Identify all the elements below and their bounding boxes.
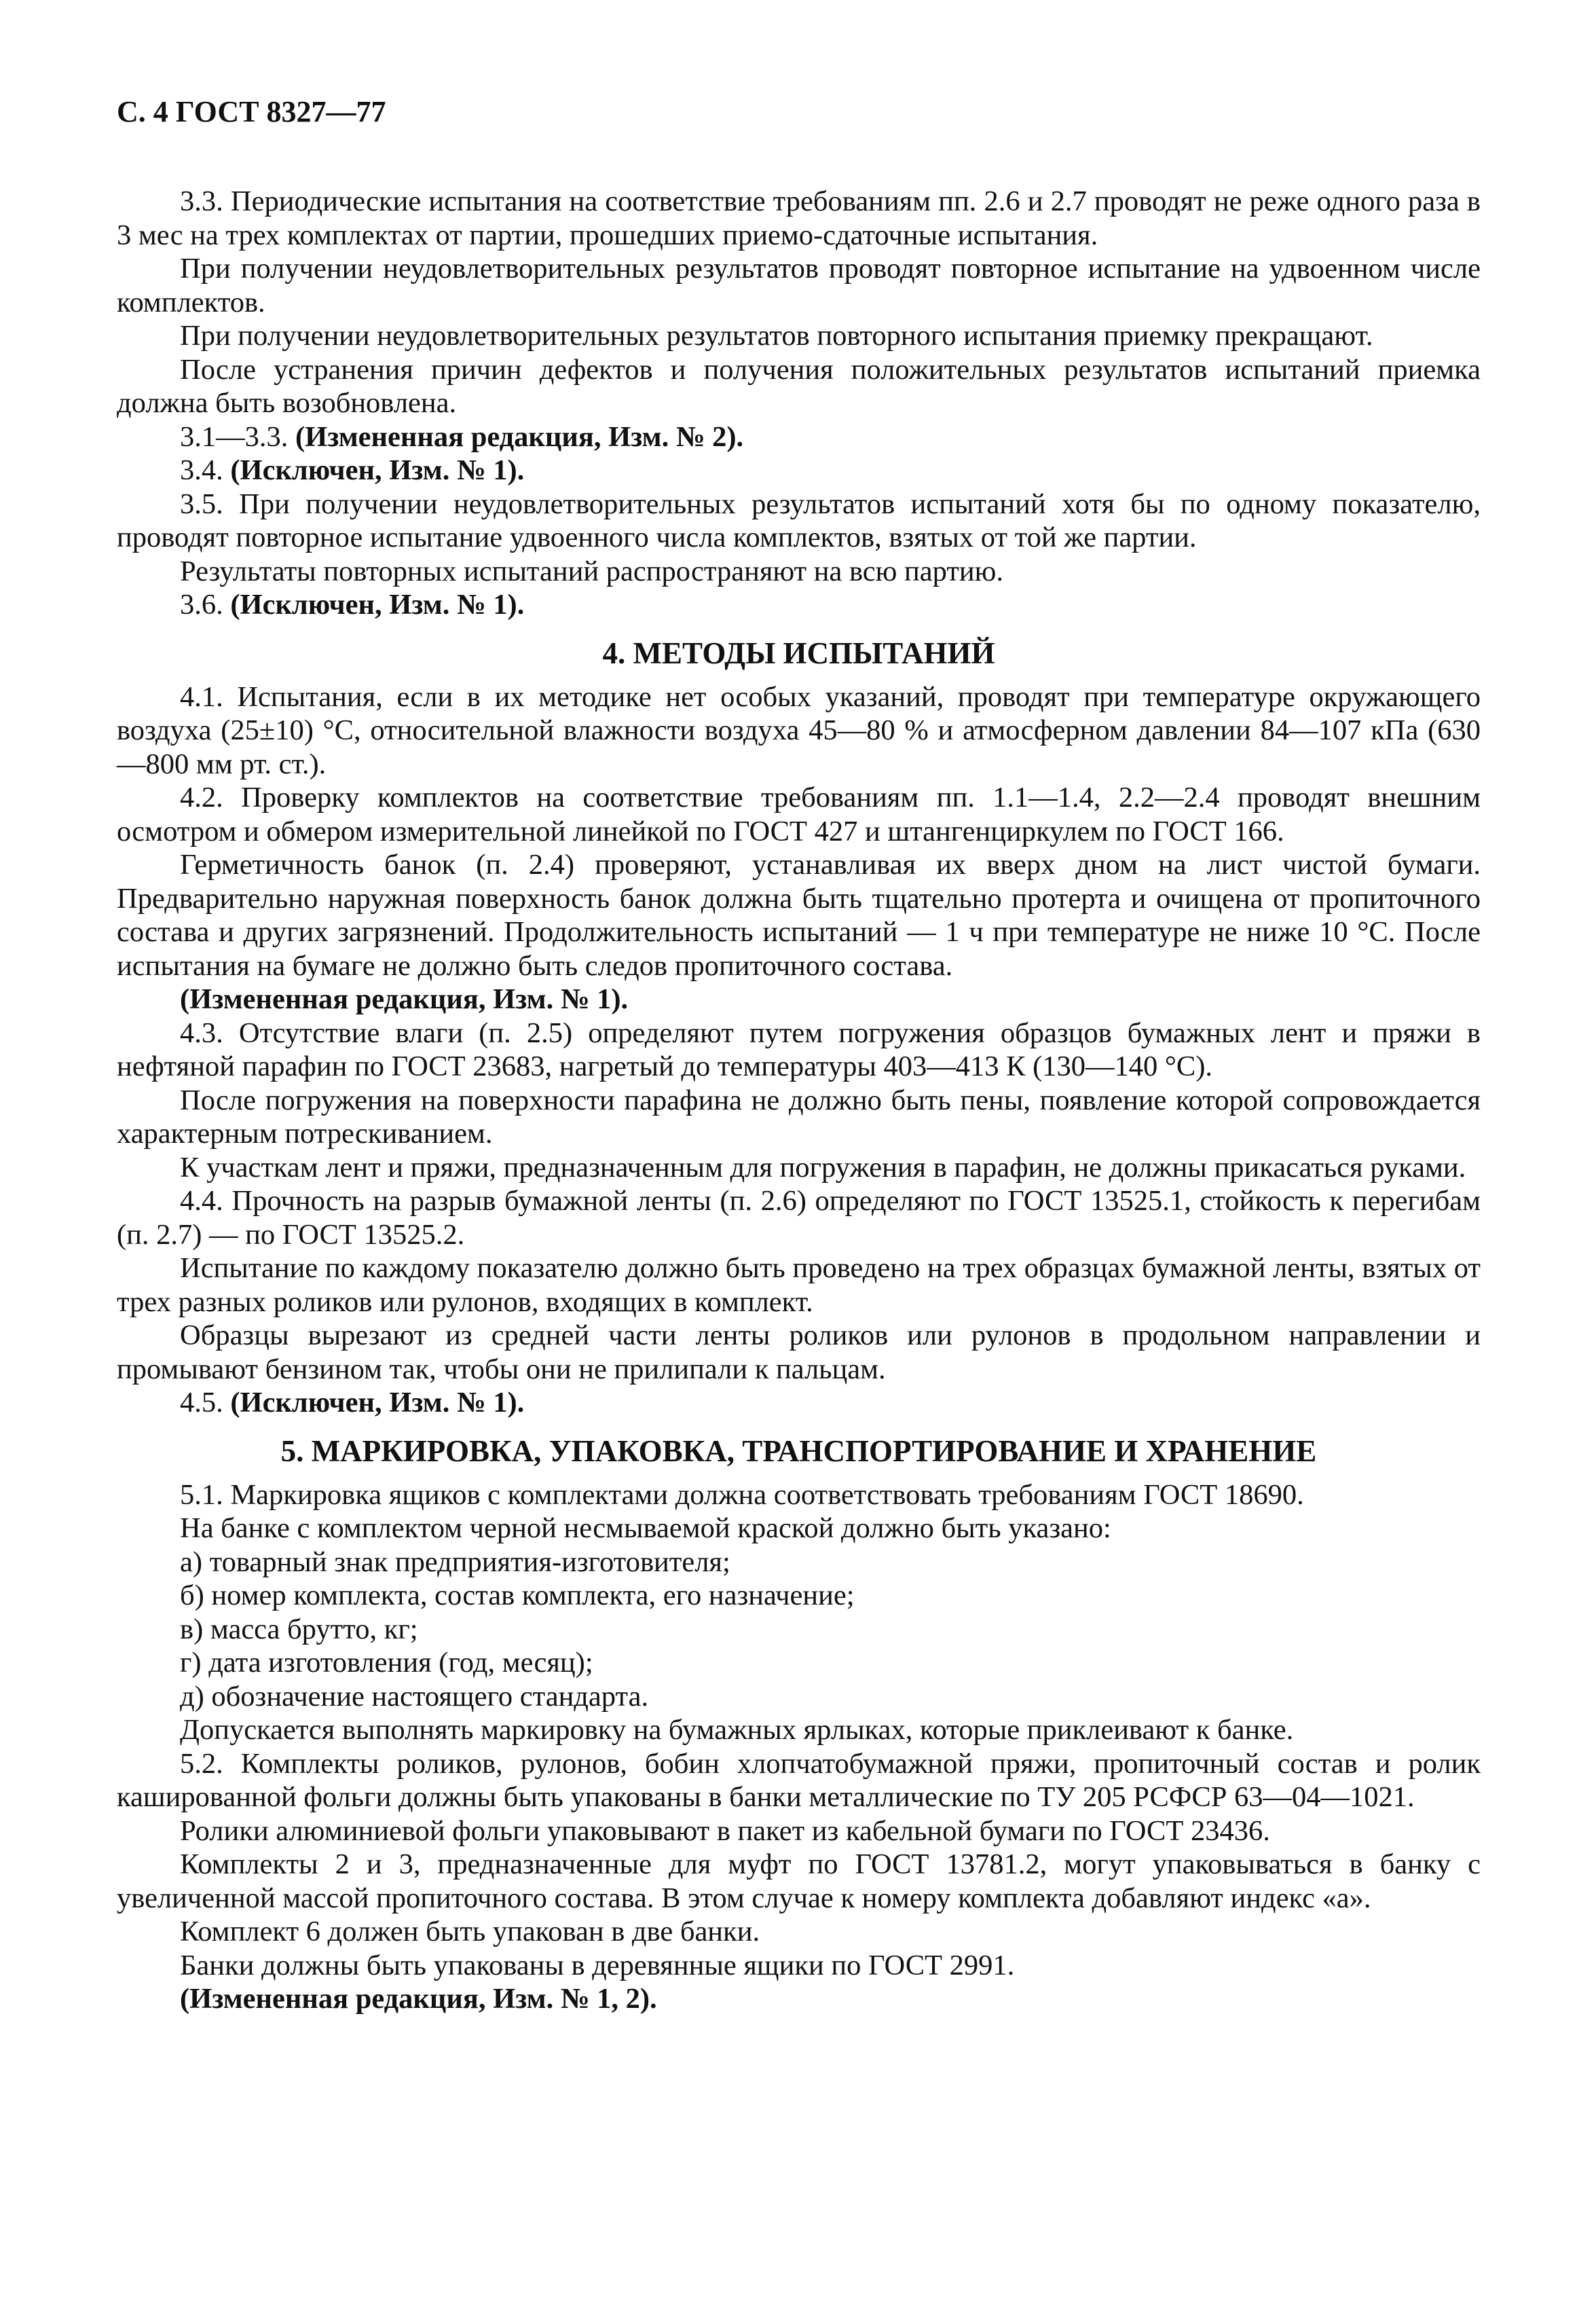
paragraph: К участкам лент и пряжи, предназначенным для погружения в парафин, не должны прикасаться руками.	[180, 1151, 1466, 1184]
list-item: г) дата изготовления (год, месяц);	[180, 1647, 593, 1679]
paragraph: Испытание по каждому показателю должно быть проведено на трех образцах бумажной ленты, взятых от трех разных роликов или рулонов, входящих в комплект.	[117, 1252, 1481, 1318]
paragraph: Комплекты 2 и 3, предназначенные для муфт по ГОСТ 13781.2, могут упаковываться в банку с увеличенной массой пропиточного состава. В этом случае к номеру комплекта добавляют индекс «а».	[117, 1848, 1481, 1914]
clause-3-4	[117, 454, 1481, 488]
clause-5-2: 5.2. Комплекты роликов, рулонов, бобин хлопчатобумажной пряжи, пропиточный состав и ролик кашированной фольги должны быть упакованы в банки металлические по ТУ 205 РСФСР 63—04—1021.	[117, 1747, 1481, 1813]
clause-number: 4.5.	[180, 1387, 223, 1419]
paragraph: Комплект 6 должен быть упакован в две банки.	[180, 1916, 760, 1947]
clause-4-2: 4.2. Проверку комплектов на соответствие требованиям пп. 1.1—1.4, 2.2—2.4 проводят внешним осмотром и обмером измерительной линейкой по ГОСТ 427 и штангенциркулем по ГОСТ 166.	[117, 782, 1481, 847]
paragraph: Допускается выполнять маркировку на бумажных ярлыках, которые приклеивают к банке.	[180, 1714, 1294, 1746]
paragraph: Банки должны быть упакованы в деревянные ящики по ГОСТ 2991.	[180, 1949, 1015, 1981]
amendment-text: (Исключен, Изм. № 1).	[230, 454, 525, 486]
clause-5-1: 5.1. Маркировка ящиков с комплектами должна соответствовать требованиям ГОСТ 18690.	[180, 1478, 1304, 1511]
clause-4-1: 4.1. Испытания, если в их методике нет особых указаний, проводят при температуре окружающего воздуха (25±10) °С, относительной влажности воздуха 45—80 % и атмосферном давлении 84—107 кПа (630—800 мм рт. ст.).	[117, 680, 1481, 780]
clause-number: 3.4.	[180, 454, 223, 486]
paragraph: Ролики алюминиевой фольги упаковывают в пакет из кабельной бумаги по ГОСТ 23436.	[180, 1814, 1270, 1847]
amendment-note: (Измененная редакция, Изм. № 1).	[180, 983, 629, 1015]
amendment-note: (Измененная редакция, Изм. № 1, 2).	[180, 1983, 657, 2015]
paragraph: При получении неудовлетворительных результатов повторного испытания приемку прекращают.	[180, 320, 1373, 352]
clause-3-3: 3.3. Периодические испытания на соответствие требованиям пп. 2.6 и 2.7 проводят не реже одного раза в 3 мес на трех комплектах от партии, прошедших приемо-сдаточные испытания.	[117, 185, 1481, 251]
list-item: в) масса брутто, кг;	[180, 1613, 418, 1645]
paragraph: После устранения причин дефектов и получения положительных результатов испытаний приемка должна быть возобновлена.	[117, 353, 1481, 419]
clause-3-6	[117, 588, 1481, 622]
amendment-note	[117, 420, 1481, 454]
list-item: д) обозначение настоящего стандарта.	[180, 1680, 649, 1713]
list-item: б) номер комплекта, состав комплекта, его назначение;	[180, 1579, 855, 1611]
amendment-text: (Исключен, Изм. № 1).	[230, 1387, 525, 1419]
clause-4-4: 4.4. Прочность на разрыв бумажной ленты (п. 2.6) определяют по ГОСТ 13525.1, стойкость к перегибам (п. 2.7) — по ГОСТ 13525.2.	[117, 1185, 1481, 1251]
paragraph: Образцы вырезают из средней части ленты роликов или рулонов в продольном направлении и промывают бензином так, чтобы они не прилипали к пальцам.	[117, 1319, 1481, 1385]
list-item: а) товарный знак предприятия-изготовителя;	[180, 1545, 730, 1578]
page-header: С. 4 ГОСТ 8327—77	[117, 95, 386, 128]
clause-number: 3.1—3.3.	[180, 420, 289, 453]
paragraph: После погружения на поверхности парафина не должно быть пены, появление которой сопровождается характерным потрескиванием.	[117, 1084, 1481, 1150]
clause-4-5	[117, 1386, 1481, 1420]
clause-4-3: 4.3. Отсутствие влаги (п. 2.5) определяют путем погружения образцов бумажных лент и пряжи в нефтяной парафин по ГОСТ 23683, нагретый до температуры 403—413 К (130—140 °С).	[117, 1017, 1481, 1082]
paragraph: Результаты повторных испытаний распространяют на всю партию.	[180, 555, 1004, 587]
section-5-title: 5. МАРКИРОВКА, УПАКОВКА, ТРАНСПОРТИРОВАНИЕ И ХРАНЕНИЕ	[280, 1433, 1317, 1468]
paragraph: При получении неудовлетворительных результатов проводят повторное испытание на удвоенном числе комплектов.	[117, 253, 1481, 318]
paragraph: На банке с комплектом черной несмываемой краской должно быть указано:	[180, 1512, 1111, 1544]
section-4-title: 4. МЕТОДЫ ИСПЫТАНИЙ	[602, 636, 995, 670]
amendment-text: (Измененная редакция, Изм. № 2).	[295, 420, 744, 453]
clause-number: 3.6.	[180, 589, 223, 621]
paragraph: Герметичность банок (п. 2.4) проверяют, устанавливая их вверх дном на лист чистой бумаги. Предварительно наружная поверхность банок должна быть тщательно протерта и очищена от пропиточного состава и других загрязнений. Продолжительность испытаний — 1 ч при температуре не ниже 10 °С. После испытания на бумаге не должно быть следов пропиточного состава.	[117, 849, 1481, 982]
clause-3-5: 3.5. При получении неудовлетворительных результатов испытаний хотя бы по одному показателю, проводят повторное испытание удвоенного числа комплектов, взятых от той же партии.	[117, 488, 1481, 553]
amendment-text: (Исключен, Изм. № 1).	[230, 589, 525, 621]
